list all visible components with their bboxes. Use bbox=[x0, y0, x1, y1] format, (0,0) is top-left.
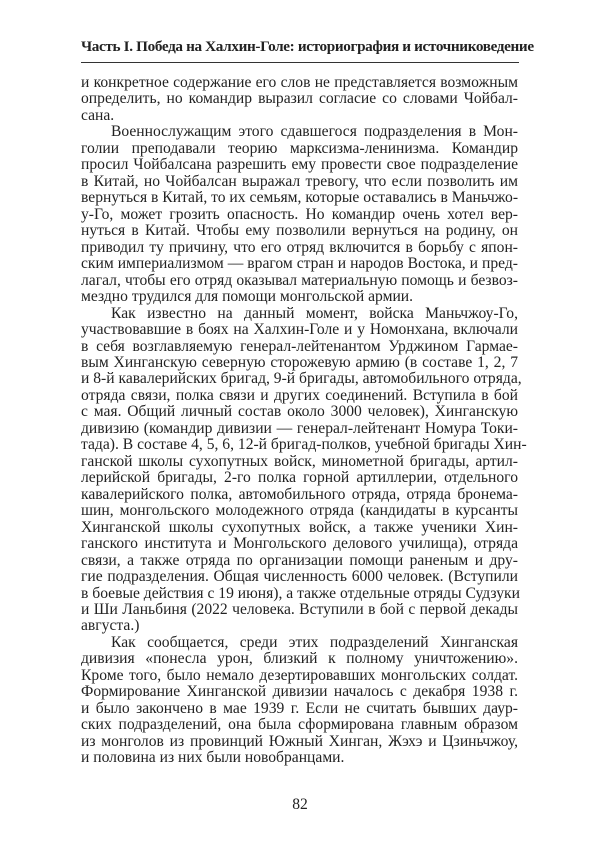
text-line: отряда связи, полка связи и других соединений. Вступила в бой bbox=[81, 386, 518, 404]
paragraph bbox=[81, 124, 518, 305]
text-line: и половина из них были новобранцами. bbox=[81, 749, 345, 767]
text-line: кавалерийского полка, автомобильного отряда, отряда бронема- bbox=[81, 485, 518, 503]
text-line: шин, монгольского молодежного отряда (кандидаты в курсанты bbox=[81, 502, 518, 520]
text-line: и Ши Ланьбиня (2022 человека. Вступили в бой с первой декады bbox=[81, 601, 518, 618]
text-line: гие подразделения. Общая численность 6000 человек. (Вступили bbox=[81, 568, 518, 586]
paragraph bbox=[81, 635, 518, 767]
text-line: вернуться в Китай, то их семьям, которые оставались в Маньчжо- bbox=[81, 189, 519, 207]
header-rule bbox=[81, 62, 519, 63]
text-line: лагал, чтобы его отряд оказывал материальную помощь и безвоз- bbox=[81, 271, 518, 289]
text-line: ских подразделений, она была сформирована главным образом bbox=[81, 716, 518, 734]
text-line: у-Го, может грозить опасность. Но командир очень хотел вер- bbox=[81, 205, 518, 223]
text-line: просил Чойбалсана разрешить ему провести свое подразделение bbox=[81, 156, 518, 174]
text-line: в боевые действия с 19 июня), а также отдельные отряды Судзуки bbox=[81, 584, 520, 602]
text-line: из монголов из провинций Южный Хинган, Жэхэ и Цзиньчжоу, bbox=[81, 732, 518, 750]
body-text bbox=[81, 74, 527, 767]
text-line: Военнослужащим этого сдавшегося подразделения в Мон- bbox=[111, 123, 518, 141]
text-line: сана. bbox=[81, 106, 115, 124]
running-header: Часть I. Победа на Халхин-Голе: историография и источниковедение bbox=[81, 38, 534, 55]
text-line: Формирование Хинганской дивизии началось с декабря 1938 г. bbox=[81, 683, 518, 701]
paragraph bbox=[81, 75, 518, 124]
text-line: определить, но командир выразил согласие со словами Чойбал- bbox=[81, 90, 518, 108]
text-line: нуться в Китай. Чтобы ему позволили вернуться на родину, он bbox=[81, 222, 518, 240]
text-line: Как известно на данный момент, войска Маньчжоу-Го, bbox=[111, 304, 518, 322]
text-line: голии преподавали теорию марксизма-ленинизма. Командир bbox=[81, 139, 518, 157]
text-line: вым Хинганскую северную сторожевую армию (в составе 1, 2, 7 bbox=[81, 353, 518, 371]
text-line: и конкретное содержание его слов не представляется возможным bbox=[81, 74, 518, 91]
text-line: с мая. Общий личный состав около 3000 человек), Хинганскую bbox=[81, 403, 518, 421]
paragraph bbox=[81, 304, 527, 635]
text-line: мездно трудился для помощи монгольской армии. bbox=[81, 288, 414, 306]
text-line: дивизию (командир дивизии — генерал-лейтенант Номура Токи- bbox=[81, 419, 518, 437]
text-line: дивизия «понесла урон, близкий к полному уничтожению». bbox=[81, 650, 518, 668]
text-line: Кроме того, было немало дезертировавших монгольских солдат. bbox=[81, 666, 518, 684]
text-line: ганской школы сухопутных войск, минометной бригады, артил- bbox=[81, 452, 518, 470]
text-line: ским империализмом — врагом стран и народов Востока, и пред- bbox=[81, 255, 518, 273]
text-line: ганского института и Монгольского делового училища), отряда bbox=[81, 535, 518, 553]
text-line: связи, а также отряда по организации помощи раненым и дру- bbox=[81, 551, 518, 569]
text-line: и было закончено в мае 1939 г. Если не считать бывших даур- bbox=[81, 699, 518, 717]
text-line: в Китай, но Чойбалсан выражал тревогу, что если позволить им bbox=[81, 172, 518, 190]
text-line: лерийской бригады, 2-го полка горной артиллерии, отдельного bbox=[81, 469, 518, 487]
text-line: тада). В составе 4, 5, 6, 12-й бригад-полков, учебной бригады Хин- bbox=[81, 436, 527, 454]
text-line: Хинганской школы сухопутных войск, а также ученики Хин- bbox=[81, 518, 518, 536]
text-line: приводил ту причину, что его отряд включится в борьбу с япон- bbox=[81, 238, 518, 256]
text-line: Как сообщается, среди этих подразделений Хинганская bbox=[111, 633, 518, 651]
text-line: участвовавшие в боях на Халхин-Голе и у Номонхана, включали bbox=[81, 321, 518, 339]
text-line: и 8-й кавалерийских бригад, 9-й бригады, автомобильного отряда, bbox=[81, 370, 522, 388]
text-line: августа.) bbox=[81, 617, 140, 635]
text-line: в себя возглавляемую генерал-лейтенантом Урджином Гармае- bbox=[81, 337, 518, 355]
page-number: 82 bbox=[292, 796, 308, 813]
